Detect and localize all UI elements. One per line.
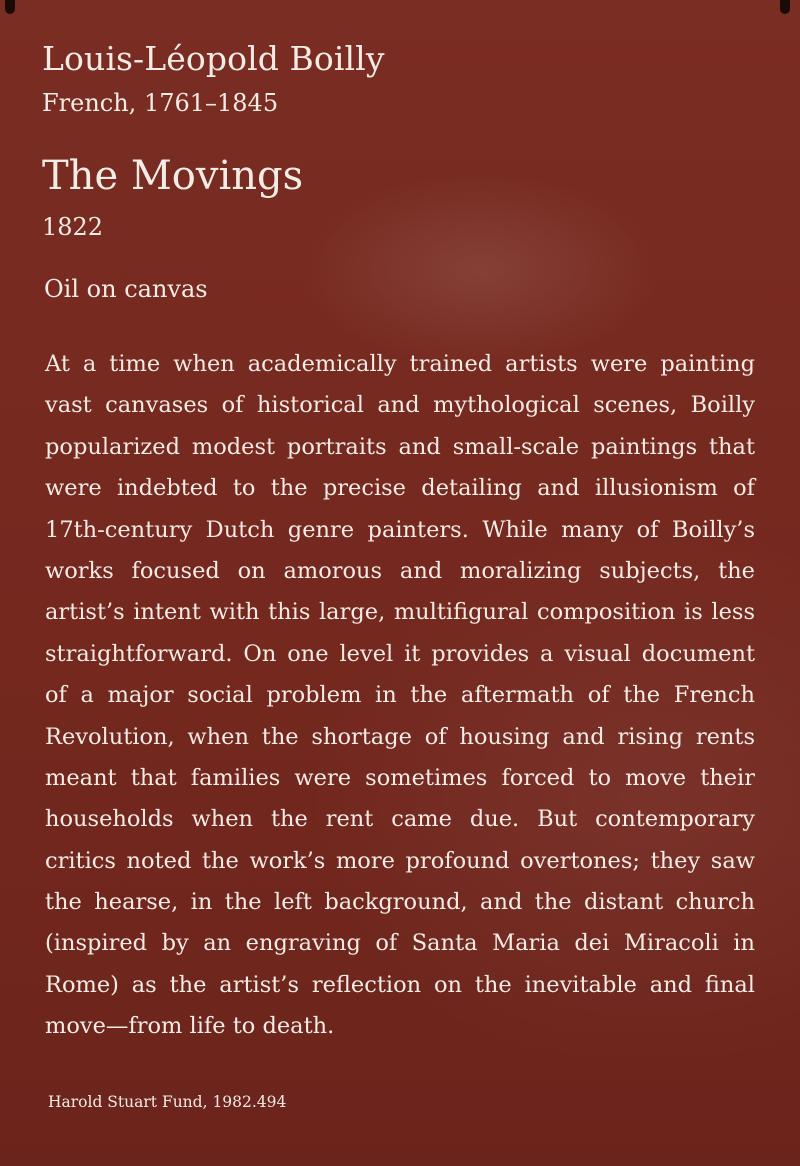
- description-line: the hearse, in the left background, and the distant church: [45, 889, 755, 916]
- description-line: At a time when academically trained artists were painting: [45, 351, 755, 377]
- artwork-year: 1822: [42, 213, 104, 241]
- description-line: Revolution, when the shortage of housing and rising rents: [45, 723, 755, 750]
- description-line: were indebted to the precise detailing and illusionism of: [45, 475, 755, 502]
- description-line: straightforward. On one level it provides a visual document: [45, 640, 755, 667]
- credit-line: Harold Stuart Fund, 1982.494: [48, 1093, 287, 1111]
- description-line: 17th-century Dutch genre painters. While many of Boilly’s: [45, 516, 755, 543]
- description-line: vast canvases of historical and mythological scenes, Boilly: [45, 392, 755, 419]
- description-line: works focused on amorous and moralizing subjects, the: [45, 557, 755, 584]
- artwork-title: The Movings: [42, 153, 304, 199]
- description-line: move—from life to death.: [45, 1013, 335, 1040]
- description-line: Rome) as the artist’s reflection on the inevitable and final: [45, 971, 755, 998]
- description-line: artist’s intent with this large, multifigural composition is less: [45, 599, 755, 626]
- mounting-pin: [5, 0, 15, 14]
- artist-nationality-dates: French, 1761–1845: [42, 89, 279, 117]
- description-line: critics noted the work’s more profound overtones; they saw: [45, 847, 755, 874]
- description-line: popularized modest portraits and small-scale paintings that: [45, 433, 755, 460]
- description-line: of a major social problem in the aftermath of the French: [45, 682, 755, 709]
- artist-name: Louis-Léopold Boilly: [42, 39, 385, 78]
- description-line: households when the rent came due. But contemporary: [45, 806, 755, 833]
- description-line: meant that families were sometimes forced to move their: [45, 764, 755, 791]
- mounting-pin: [780, 0, 790, 14]
- description-line: (inspired by an engraving of Santa Maria dei Miracoli in: [45, 930, 755, 957]
- description-text: [45, 344, 755, 1048]
- artwork-medium: Oil on canvas: [44, 275, 208, 303]
